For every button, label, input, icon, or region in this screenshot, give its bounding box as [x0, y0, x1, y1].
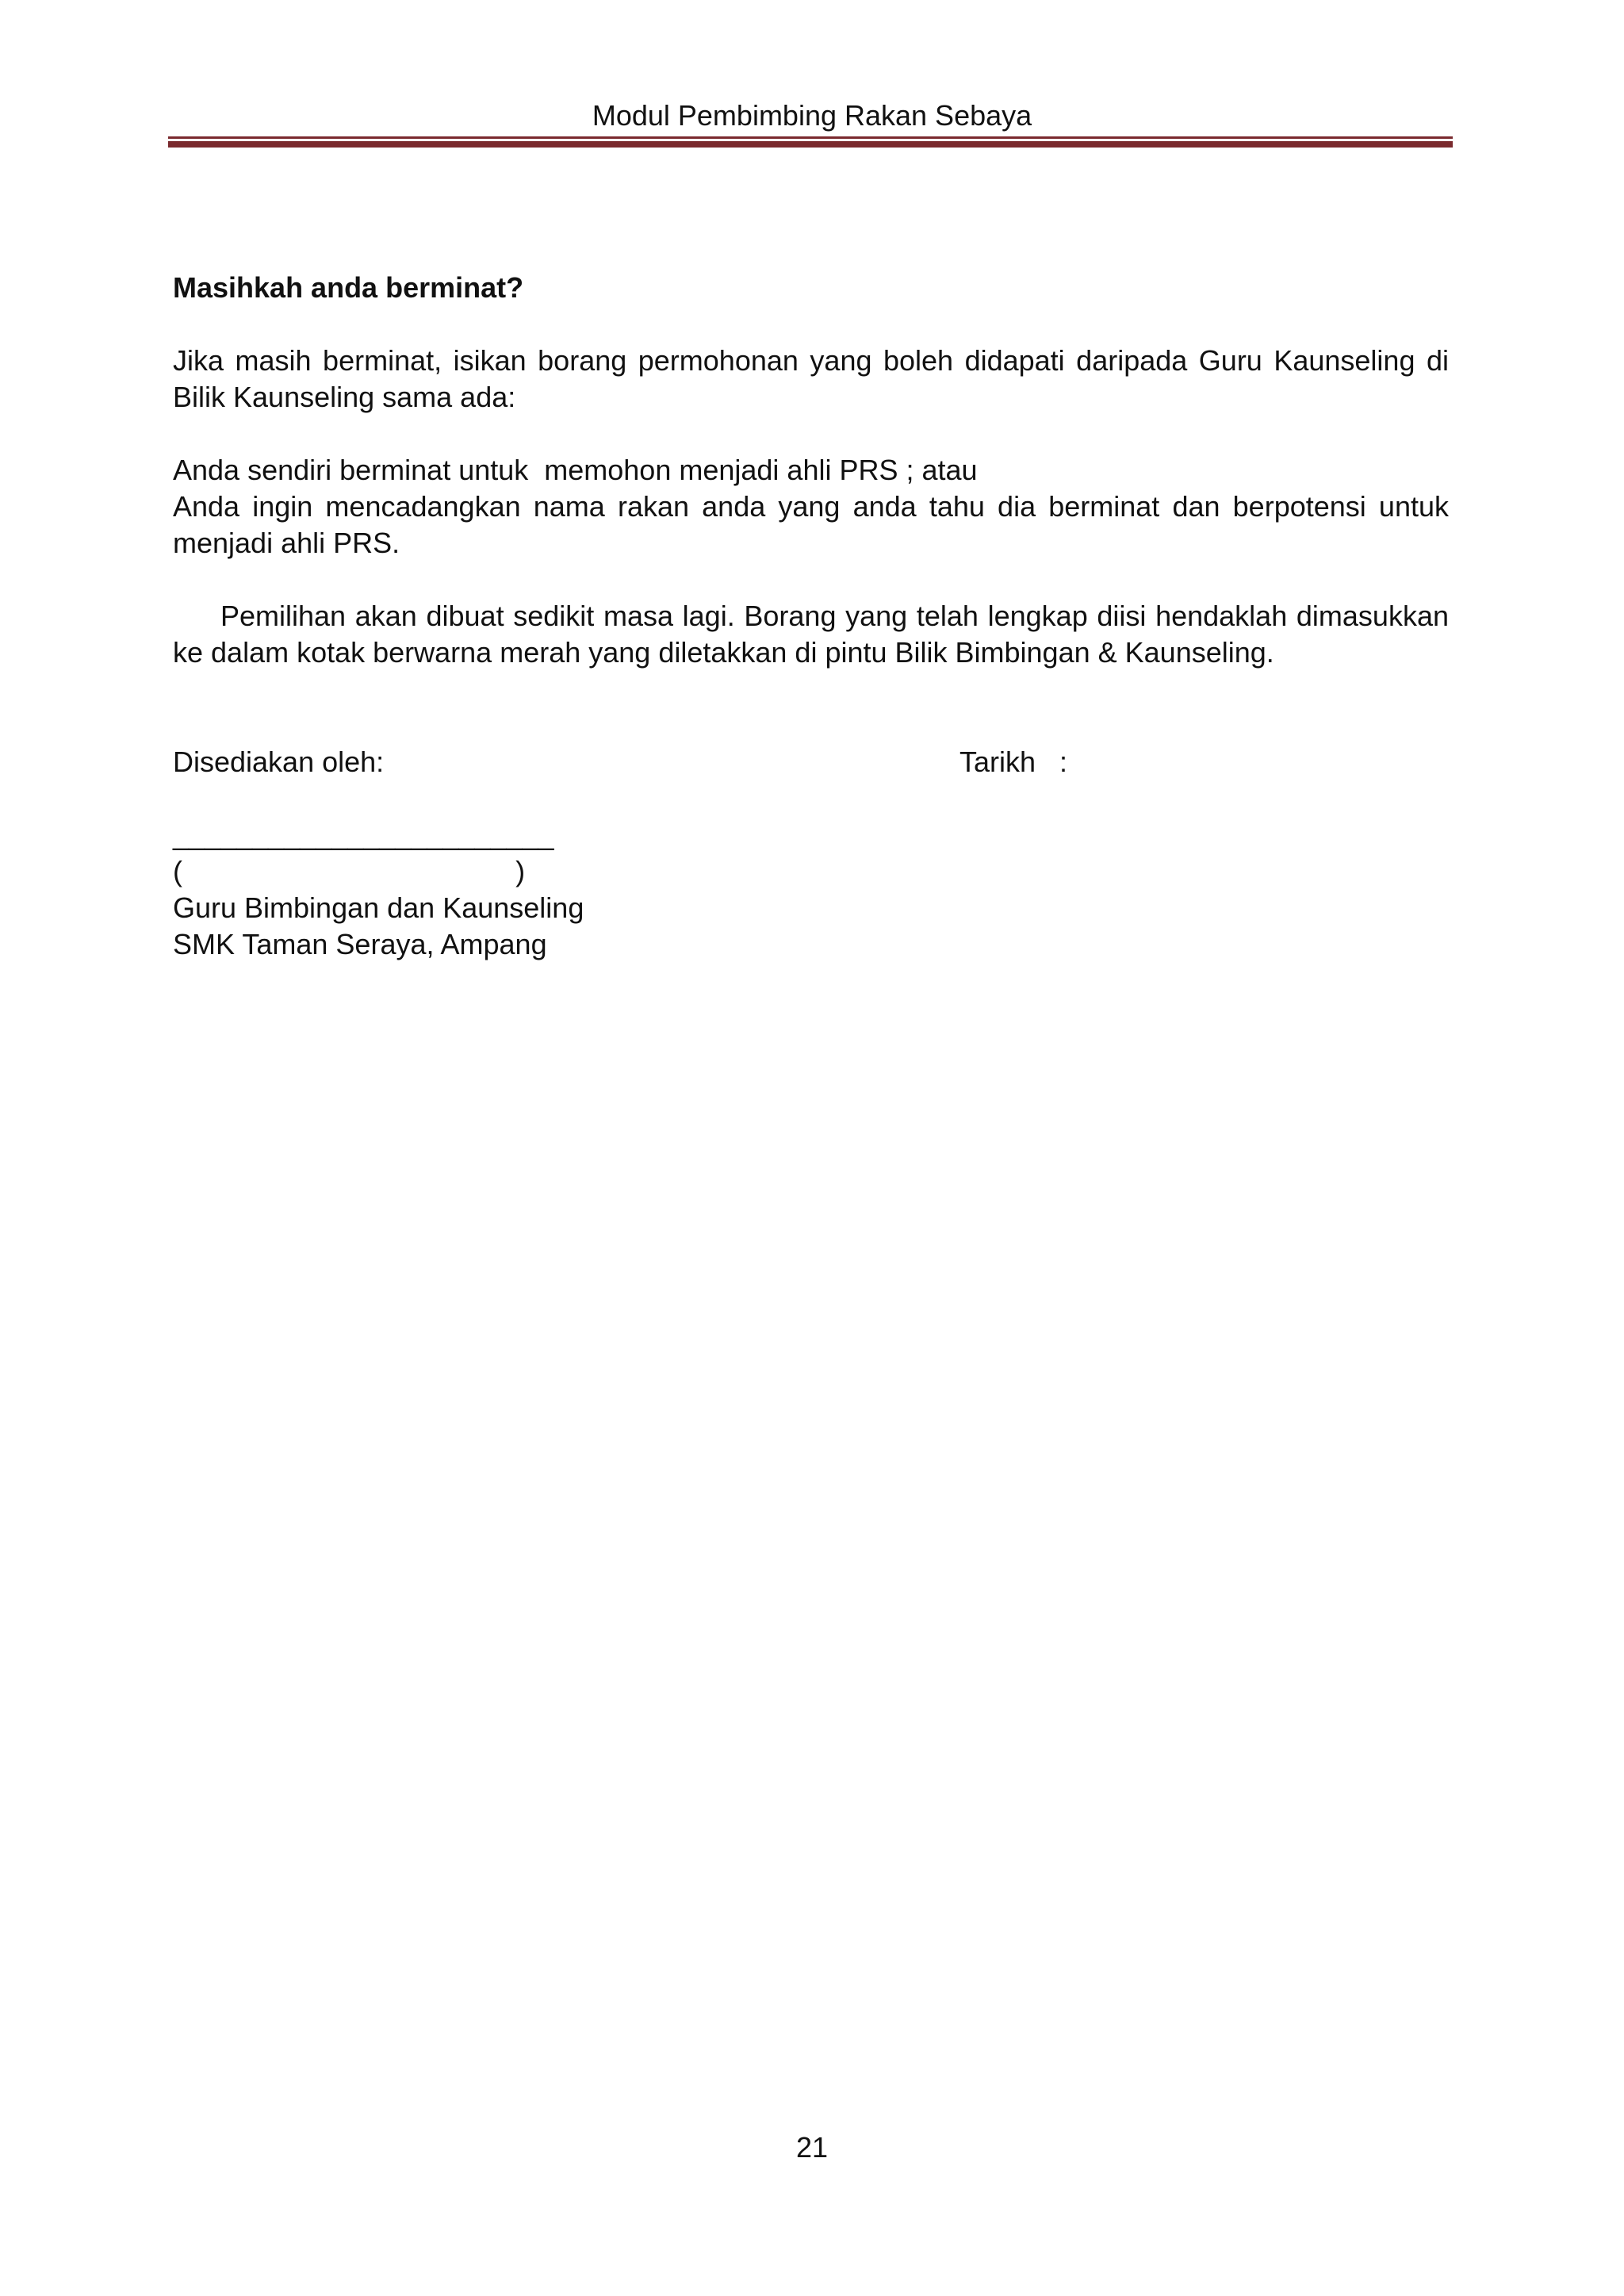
selection-note-paragraph: Pemilihan akan dibuat sedikit masa lagi. Borang yang telah lengkap diisi hendaklah dimasukkan ke dalam kotak berwarna merah yang diletakkan di pintu Bilik Bimbingan & Kaunseling. [173, 600, 1449, 669]
intro-paragraph: Jika masih berminat, isikan borang permohonan yang boleh didapati daripada Guru Kaunseling di Bilik Kaunseling sama ada: [173, 344, 1449, 413]
signature-line: ________________________ [173, 818, 554, 851]
signatory-school: SMK Taman Seraya, Ampang [173, 928, 547, 960]
page-number: 21 [795, 2131, 829, 2164]
header-rule-thick [168, 141, 1453, 148]
document-body [173, 270, 1449, 963]
option-2: Anda ingin mencadangkan nama rakan anda yang anda tahu dia berminat dan berpotensi untuk menjadi ahli PRS. [173, 490, 1449, 559]
header-rule-thin [168, 136, 1453, 139]
section-heading: Masihkah anda berminat? [173, 271, 524, 304]
date-label: Tarikh : [959, 746, 1068, 778]
option-1: Anda sendiri berminat untuk memohon menjadi ahli PRS ; atau [173, 454, 978, 486]
signatory-position: Guru Bimbingan dan Kaunseling [173, 891, 584, 924]
signature-labels-row [173, 744, 1449, 780]
header-title: Modul Pembimbing Rakan Sebaya [592, 99, 1032, 132]
prepared-by-label: Disediakan oleh: [173, 746, 385, 778]
name-brackets: ( ) [173, 855, 526, 887]
